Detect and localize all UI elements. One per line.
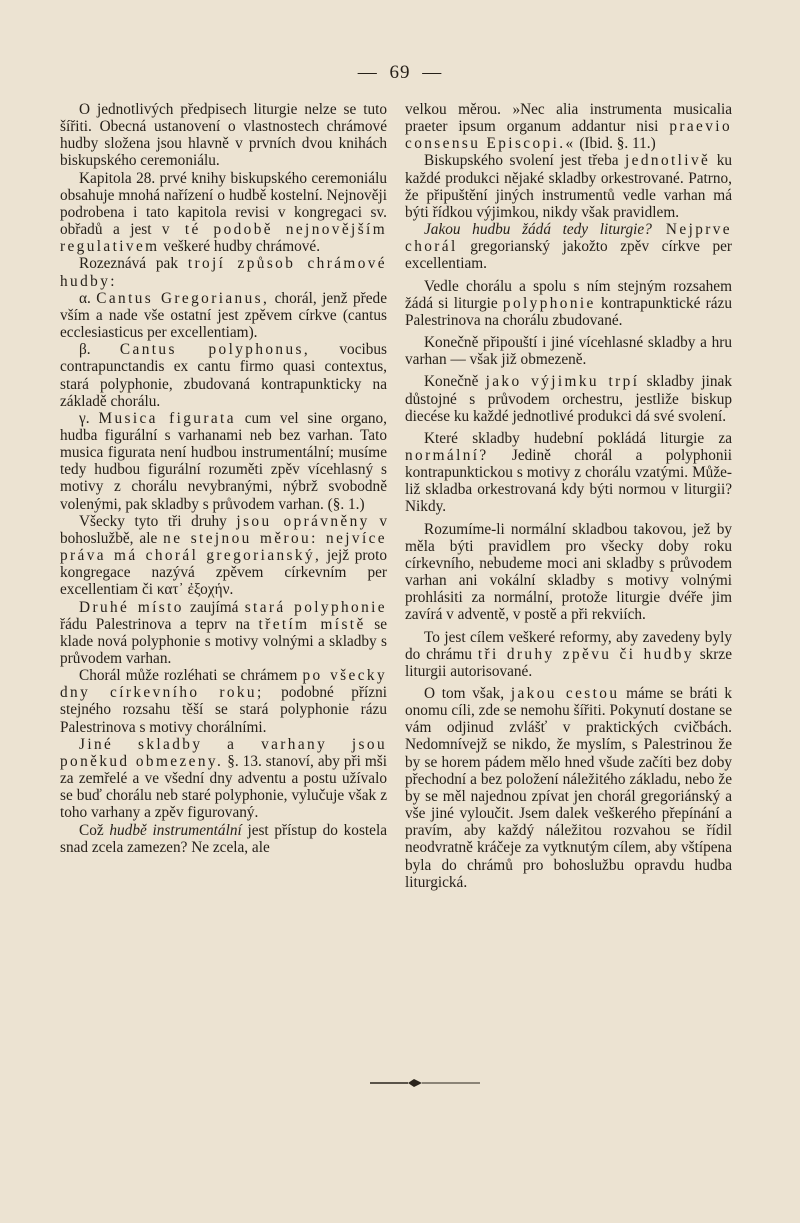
paragraph-instrumental: Což hudbě instrumentální jest přístup do kostela snad zcela zamezen? Ne zcela, ale	[60, 821, 387, 856]
paragraph-bishop-consent: Biskupského svolení jest třeba jednotlivě ku každé produkci nějaké skladby orkestrované. Patrno, že připuštění jiných instrumentů vedle varhan má býti řídkou výjimkou, nikdy však pravidlem.	[405, 152, 732, 221]
paragraph-exception: Konečně jako výjimku trpí skladby jinak důstojné s průvodem orchestru, jestliže biskup diecése ku každé jednotlivé produkci dá své svolení.	[405, 373, 732, 425]
page-number: — 69 —	[357, 62, 443, 83]
right-column	[405, 101, 732, 891]
paragraph-choral-all-days: Chorál může rozléhati se chrámem po všecky dny církevního roku; podobné přízni stejného rozsahu těší se stará polyphonie rázu Palestrinova s motivy chorálními.	[60, 667, 387, 736]
paragraph-beta: β. Cantus polyphonus, vocibus contrapunctandis ex cantu firmo quasi contextus, stará polyphonie, zbudovaná kontrapunkticky na základě chorálu.	[60, 341, 387, 410]
paragraph-chapter-28: Kapitola 28. prvé knihy biskupského ceremoniálu obsahuje mnohá nařízení o hudbě kostelní. Nejnověji podrobena i tato kapitola revisi v kongregaci sv. obřadů a jest v té podobě nejnovějším regulativem veškeré hudby chrámové.	[60, 169, 387, 256]
paragraph-polyphony: Vedle chorálu a spolu s ním stejným rozsahem žádá si liturgie polyphonie kontrapunktické rázu Palestrinova na chorálu zbudované.	[405, 277, 732, 329]
ornamental-divider	[300, 1077, 500, 1089]
paragraph-path: O tom však, jakou cestou máme se bráti k onomu cíli, zde se nemohu šířiti. Pokynutí dostane se vám odjinud zvlášť v praktických cvičbách. Nedomnívejž se nikdo, že myslím, s Palestrinou že by se horem pádem mělo hned všude začíti bez doby přechodní a bez položení náležitého základu, nebo že by se měl najednou zpívat jen chorál gregoriánský a vše jiné vyloučit. Jsem dalek veškerého přepínání a pravím, aby každý náležitou rozvahou se řídil neodvratně kráčeje za vytknutým cílem, aby vštípena byla do chrámů pro bohoslužbu opravdu hudba liturgická.	[405, 685, 732, 891]
paragraph-reform-goal: To jest cílem veškeré reformy, aby zavedeny byly do chrámu tři druhy zpěvu či hudby skrze liturgii autorisované.	[405, 628, 732, 680]
paragraph-three-kinds: Rozeznává pak trojí způsob chrámové hudby:	[60, 255, 387, 290]
paragraph-finally-allows: Konečně připouští i jiné vícehlasné skladby a hru varhan — však již obmezeně.	[405, 334, 732, 369]
paragraph-normal: Které skladby hudební pokládá liturgie za normální? Jedině chorál a polyphonii kontrapunktickou s motivy z chorálu vzatými. Může-liž skladba orkestrovaná kdy býti normou v liturgii? Nikdy.	[405, 429, 732, 516]
paragraph-alpha: α. Cantus Gregorianus, chorál, jenž přede vším a nade vše ostatní jest zpěvem církve (cantus ecclesiasticus per excellentiam).	[60, 289, 387, 342]
paragraph-understanding: Rozumíme-li normální skladbou takovou, jež by měla býti pravidlem pro všecky doby roku církevního, nebudeme moci ani skladby s průvodem varhan ani vokální skladby s motivy volnými prohlásiti za normální, protože liturgie dvéře jim zavírá v adventě, v postě a při rekviích.	[405, 520, 732, 624]
paragraph-what-music: Jakou hudbu žádá tedy liturgie? Nejprve chorál gregorianský jakožto zpěv církve per excellentiam.	[405, 221, 732, 273]
paragraph-continuation: velkou měrou. »Nec alia instrumenta musicalia praeter ipsum organum addantur nisi praevio consensu Episcopi.« (Ibid. §. 11.)	[405, 101, 732, 153]
paragraph-gamma: γ. Musica figurata cum vel sine organo, hudba figurální s varhanami neb bez varhan. Tato musica figurata není hudbou instrumentální; musíme tedy hudbou figurální rozuměti zpěv vícehlasný s motivy z chorálu nevybranými, nýbrž svobodně volenými, pak skladby s průvodem varhan. (§. 1.)	[60, 409, 387, 513]
paragraph-second-place: Druhé místo zaujímá stará polyphonie řádu Palestrinova a teprv na třetím místě se klade nová polyphonie s motivy volnými a skladby s průvodem varhan.	[60, 598, 387, 667]
paragraph-other-restricted: Jiné skladby a varhany jsou poněkud obmezeny. §. 13. stanoví, aby při mši za zemřelé a ve všední dny adventu a postu užívalo se buď chorálu neb staré polyphonie, vylučuje však z toho varhany a zpěv figurovaný.	[60, 735, 388, 822]
left-column	[60, 101, 387, 856]
paragraph-intro: O jednotlivých předpisech liturgie nelze se tuto šířiti. Obecná ustanovení o vlastnostech chrámové hudby složena jsou hlavně v prvních dvou knihách biskupského ceremoniálu.	[60, 101, 387, 170]
paragraph-all-three: Všecky tyto tři druhy jsou oprávněny v bohoslužbě, ale ne stejnou měrou: nejvíce práva má chorál gregorianský, jejž proto kongregace nazývá zpěvem církevním per excellentiam či κατ᾽ ἐξοχήν.	[60, 512, 388, 599]
